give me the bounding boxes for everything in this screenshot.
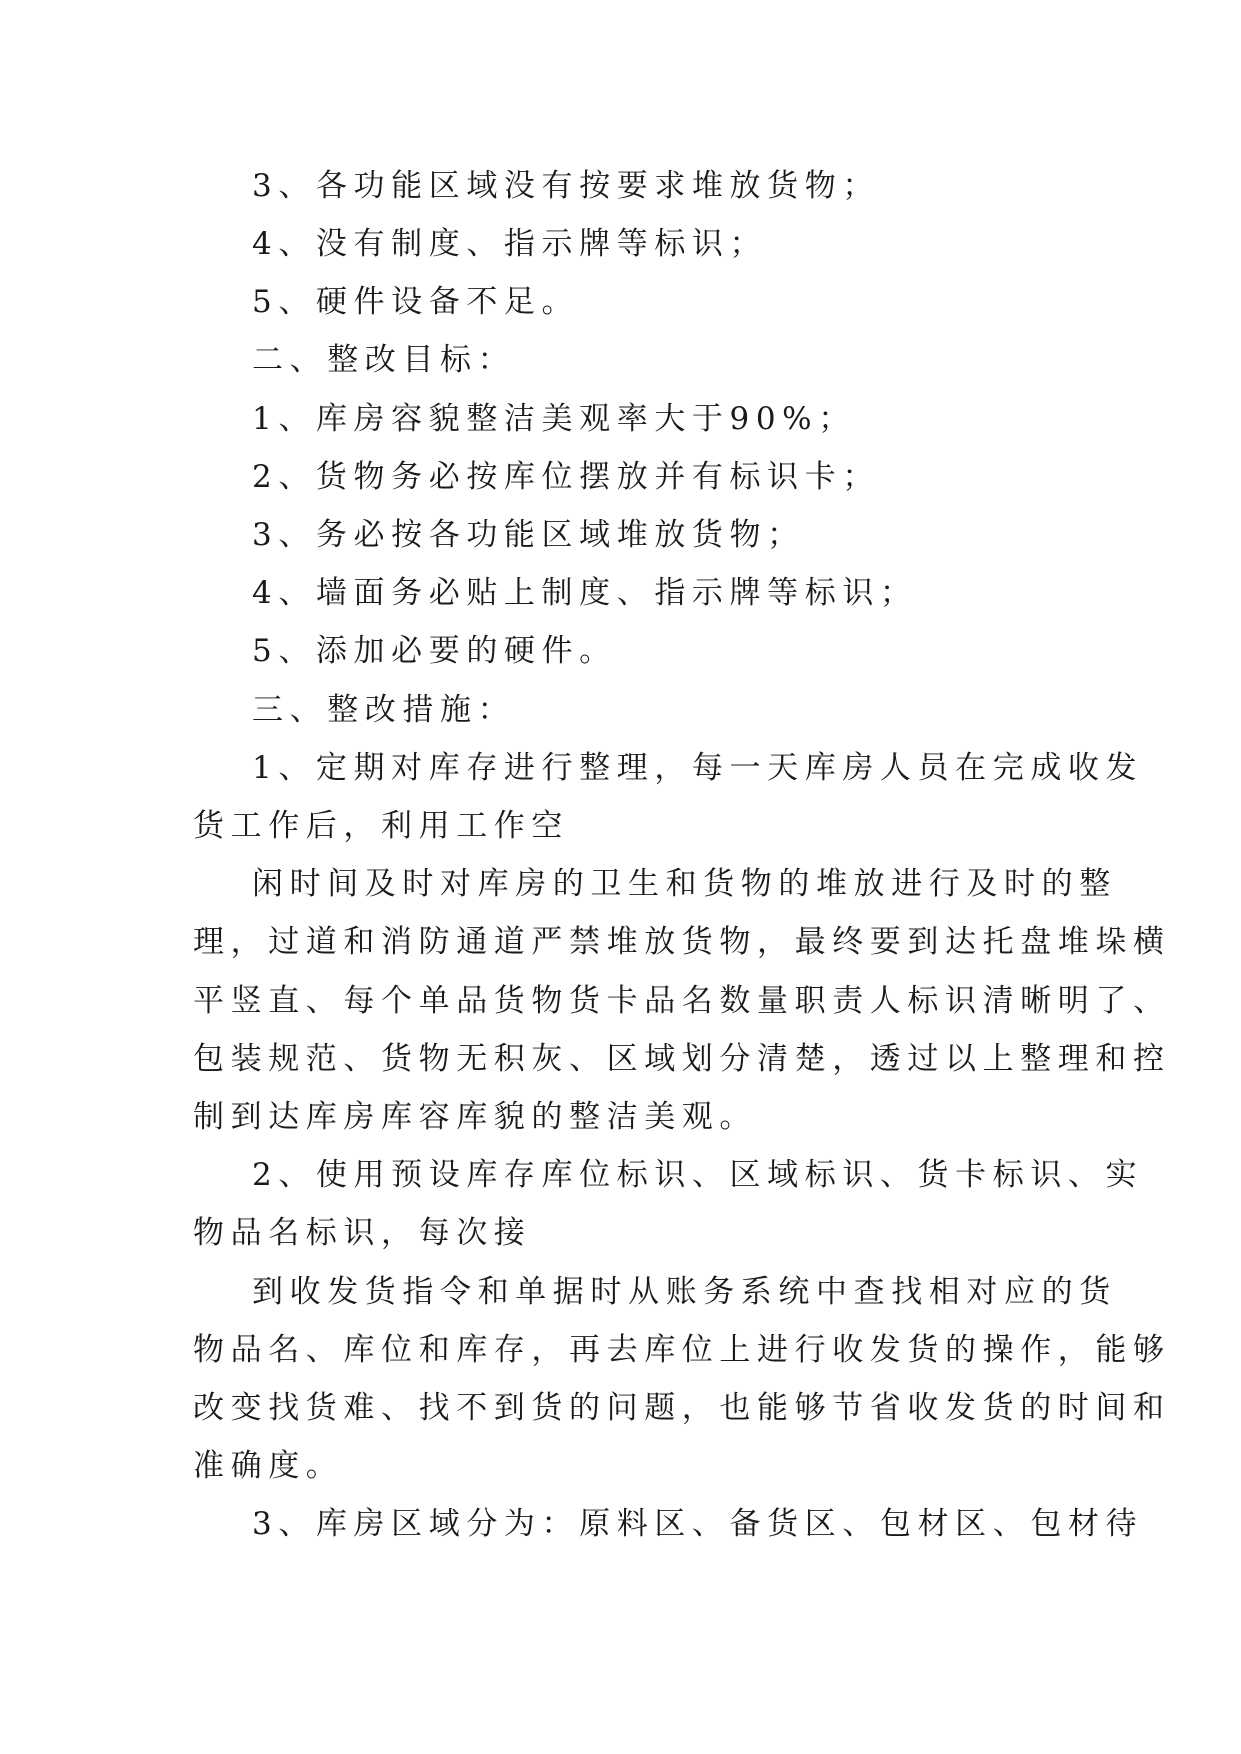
paragraph-line: 3、务必按各功能区域堆放货物； bbox=[252, 517, 805, 553]
paragraph-line: 5、硬件设备不足。 bbox=[252, 284, 580, 320]
paragraph-line: 2、使用预设库存库位标识、区域标识、货卡标识、实 bbox=[252, 1157, 1144, 1193]
paragraph-line: 3、库房区域分为：原料区、备货区、包材区、包材待 bbox=[252, 1506, 1144, 1542]
paragraph-line: 理，过道和消防通道严禁堆放货物，最终要到达托盘堆垛横 bbox=[193, 924, 1171, 960]
section-heading: 三、整改措施： bbox=[252, 692, 516, 728]
paragraph-line: 制到达库房库容库貌的整洁美观。 bbox=[193, 1099, 757, 1135]
section-heading: 二、整改目标： bbox=[252, 342, 516, 378]
paragraph-line: 平竖直、每个单品货物货卡品名数量职责人标识清晰明了、 bbox=[193, 983, 1171, 1019]
paragraph-line: 2、货物务必按库位摆放并有标识卡； bbox=[252, 459, 880, 495]
paragraph-line: 物品名标识，每次接 bbox=[193, 1215, 532, 1251]
paragraph-line: 5、添加必要的硬件。 bbox=[252, 633, 617, 669]
paragraph-line: 1、定期对库存进行整理，每一天库房人员在完成收发 bbox=[252, 750, 1144, 786]
paragraph-line: 改变找货难、找不到货的问题，也能够节省收发货的时间和 bbox=[193, 1390, 1171, 1426]
paragraph-line: 3、各功能区域没有按要求堆放货物； bbox=[252, 168, 880, 204]
paragraph-line: 准确度。 bbox=[193, 1448, 344, 1484]
paragraph-line: 1、库房容貌整洁美观率大于90%； bbox=[252, 401, 856, 437]
paragraph-line: 闲时间及时对库房的卫生和货物的堆放进行及时的整 bbox=[252, 866, 1117, 902]
paragraph-line: 4、没有制度、指示牌等标识； bbox=[252, 226, 768, 262]
paragraph-line: 4、墙面务必贴上制度、指示牌等标识； bbox=[252, 575, 918, 611]
paragraph-line: 货工作后，利用工作空 bbox=[193, 808, 569, 844]
paragraph-line: 到收发货指令和单据时从账务系统中查找相对应的货 bbox=[252, 1274, 1117, 1310]
paragraph-line: 物品名、库位和库存，再去库位上进行收发货的操作，能够 bbox=[193, 1332, 1171, 1368]
paragraph-line: 包装规范、货物无积灰、区域划分清楚，透过以上整理和控 bbox=[193, 1041, 1171, 1077]
